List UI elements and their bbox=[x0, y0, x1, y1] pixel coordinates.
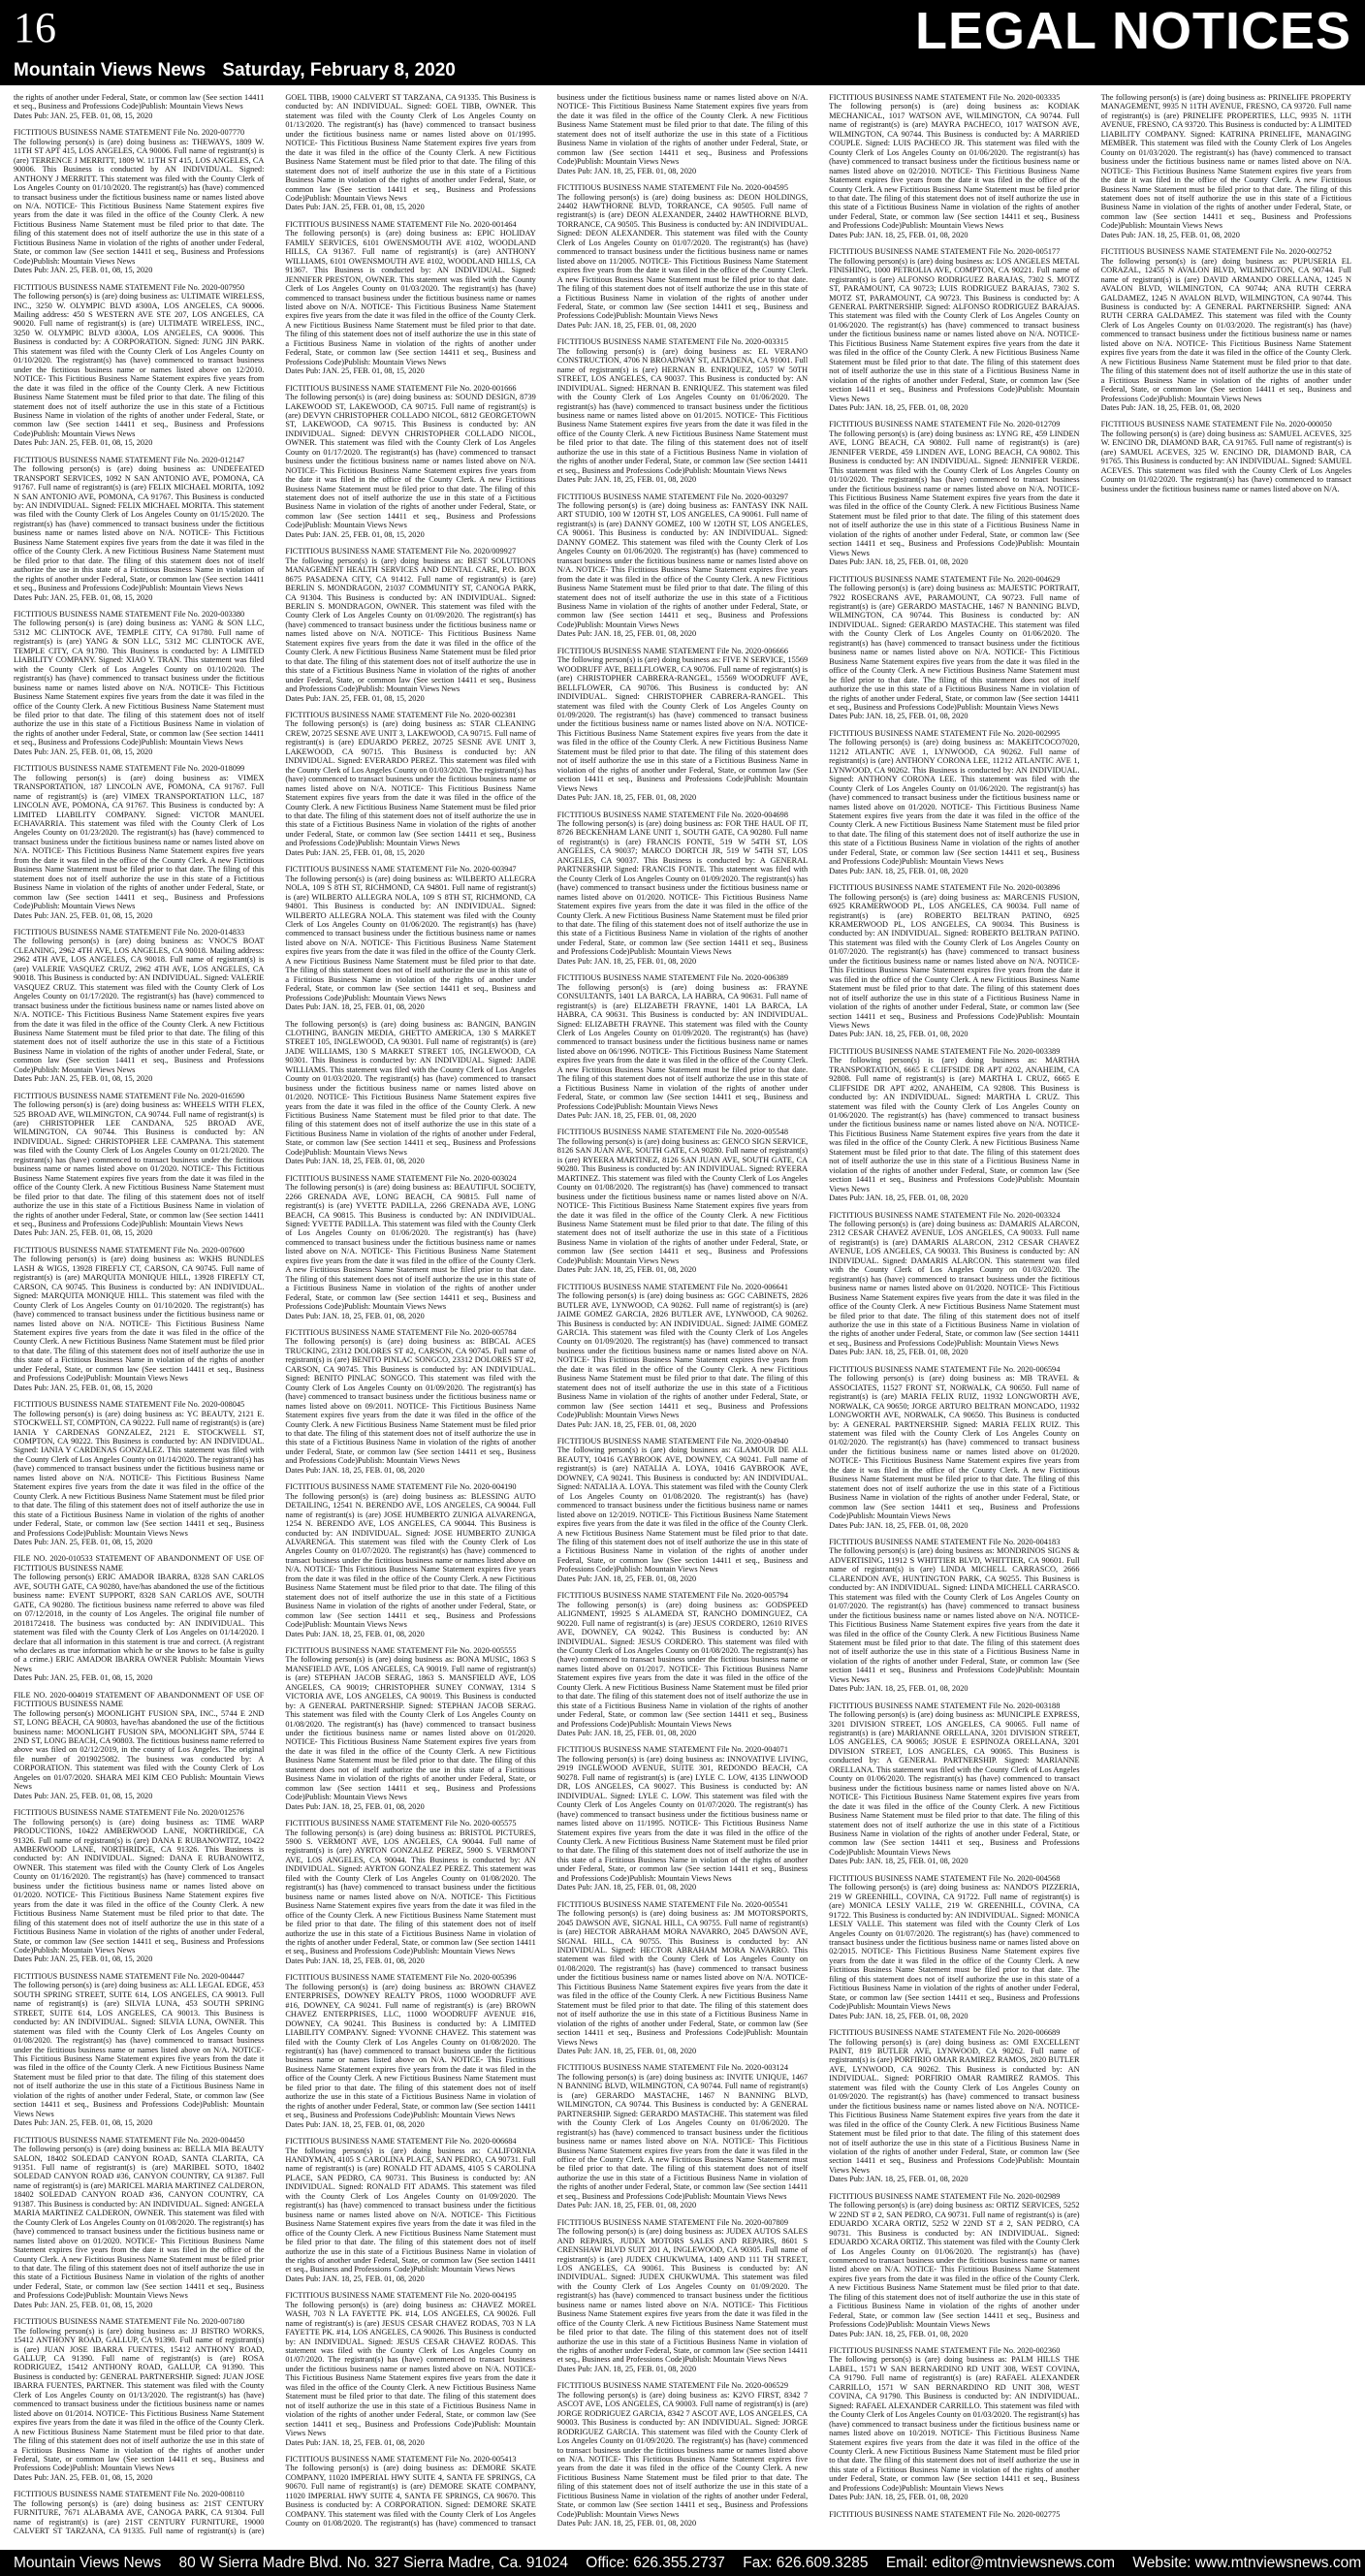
notice-publication-dates: Dates Pub: JAN. 18, 25, FEB. 01, 08, 2020 bbox=[556, 1419, 697, 1429]
notice-heading: FICTITIOUS BUSINESS NAME STATEMENT File No. 2020-003389 bbox=[829, 1046, 1061, 1056]
legal-notice bbox=[829, 1365, 1079, 1530]
notice-heading: FICTITIOUS BUSINESS NAME STATEMENT File No. 2020-002360 bbox=[829, 2346, 1061, 2356]
notice-heading: FICTITIOUS BUSINESS NAME STATEMENT File No. 2020-002989 bbox=[829, 2191, 1061, 2201]
notice-body: The following person(s) is (are) doing business as: ALL LEGAL EDGE, 453 SOUTH SPRING STREET, SUITE 614, LOS ANGELES, CA 90013. Full name of registrant(s) is (are) SILVIA LUNA, 453 SOUTH SPRING STREET, SUITE 614, LOS ANGELES, CA 90013. This Business is conducted by: AN INDIVIDUAL. Signed: SILVIA LUNA, OWNER. This statement was filed with the County Clerk of Los Angeles County on 01/08/2020. The registrant(s) has (have) commenced to transact business under the fictitious business name or names listed above on N/A. NOTICE- This Fictitious Business Name Statement expires five years from the date it was filed in the office of the County Clerk. A new Fictitious Business Name Statement must be filed prior to that date. The filing of this statement does not of itself authorize the use in this state of a Fictitious Business Name in violation of the rights of another under Federal, State, or common law (See section 14411 et seq., Business and Professions Code)Publish: Mountain Views News bbox=[14, 1981, 265, 2118]
notice-heading: FICTITIOUS BUSINESS NAME STATEMENT File No. 2020-005555 bbox=[285, 1645, 517, 1655]
notice-body: The following person(s) is (are) doing business as: KODIAK MECHANICAL, 1017 WATSON AVE, WILMINGTON, CA 90744. Full name of registrant(s) is (are) MAYRA PACHECO, 1017 WATSON AVE, WILMINGTON, CA 90744. This Business is conducted by: A MARRIED COUPLE. Signed: LUIS PACHECO JR. This statement was filed with the County Clerk of Los Angeles County on 01/06/2020. The registrant(s) has (have) commenced to transact business under the fictitious business name or names listed above on 02/2010. NOTICE- This Fictitious Business Name Statement expires five years from the date it was filed in the office of the County Clerk. A new Fictitious Business Name Statement must be filed prior to that date. The filing of this statement does not of itself authorize the use in this state of a Fictitious Business Name in violation of the rights of another under Federal, State, or common law (See section 14411 et seq., Business and Professions Code)Publish: Mountain Views News bbox=[829, 102, 1080, 231]
notice-body: The following person(s) is (are) doing business as: FIVE N SERVICE, 15569 WOODRUFF AVE, BELLFLOWER, CA 90706. Full name of registrant(s) is (are) CHRISTOPHER CABRERA-RANGEL, 15569 WOODRUFF AVE, BELLFLOWER, CA 90706. This Business is conducted by: AN INDIVIDUAL. Signed: CHRISTOPHER CABRERA-RANGEL. This statement was filed with the County Clerk of Los Angeles County on 01/09/2020. The registrant(s) has (have) commenced to transact business under the fictitious business name or names listed above on N/A. NOTICE- This Fictitious Business Name Statement expires five years from the date it was filed in the office of the County Clerk. A new Fictitious Business Name Statement must be filed prior to that date. The filing of this statement does not of itself authorize the use in this state of a Fictitious Business Name in violation of the rights of another under Federal, State, or common law (See section 14411 et seq., Business and Professions Code)Publish: Mountain Views News bbox=[556, 655, 809, 793]
notice-body: The following person(s) is (are) doing business as: JM MOTORSPORTS, 2045 DAWSON AVE, SIGNAL HILL, CA 90755. Full name of registrant(s) is (are) HECTOR ABRAHAM MORA NAVARRO, 2045 DAWSON AVE, SIGNAL HILL, CA 90755. This Business is conducted by: AN INDIVIDUAL. Signed: HECTOR ABRAHAM MORA NAVARRO. This statement was filed with the County Clerk of Los Angeles County on 01/08/2020. The registrant(s) has (have) commenced to transact business under the fictitious business name or names listed above on N/A. NOTICE- This Fictitious Business Name Statement expires five years from the date it was filed in the office of the County Clerk. A new Fictitious Business Name Statement must be filed prior to that date. The filing of this statement does not of itself authorize the use in this state of a Fictitious Business Name in violation of the rights of another under Federal, State, or common law (See section 14411 et seq., Business and Professions Code)Publish: Mountain Views News bbox=[556, 1909, 809, 2047]
notice-publication-dates: Dates Pub: JAN. 25, FEB. 01, 08, 15, 2020 bbox=[285, 529, 425, 539]
notice-heading: FICTITIOUS BUSINESS NAME STATEMENT File No. 2020-004071 bbox=[556, 1745, 788, 1755]
notice-body: The following person(s) is (are) doing business as: BELLA MIA BEAUTY SALON, 18402 SOLEDAD CANYON ROAD, SANTA CLARITA, CA 91351. Full name of registrant(s) is (are) MARIBEL SOTO, 18402 SOLEDAD CANYON ROAD #36, CANYON COUNTRY, CA 91387. Full name of registrant(s) is (are) MARICEL MARIA MARTINEZ CALDERON, 18402 SOLEDAD CANYON ROAD #36, CANYON COUNTRY, CA 91387. This Business is conducted by: AN INDIVIDUAL. Signed: ANGELA MARIA MARTINEZ CALDERON, OWNER. This statement was filed with the County Clerk of Los Angeles County on 01/08/2020. The registrant(s) has (have) commenced to transact business under the fictitious business name or names listed above on 01/2020. NOTICE- This Fictitious Business Name Statement expires five years from the date it was filed in the office of the County Clerk. A new Fictitious Business Name Statement must be filed prior to that date. The filing of this statement does not of itself authorize the use in this state of a Fictitious Business Name in violation of the rights of another under Federal, State, or common law (See section 14411 et seq., Business and Professions Code)Publish: Mountain Views News bbox=[14, 2145, 265, 2301]
notice-heading: FICTITIOUS BUSINESS NAME STATEMENT File No. 2020-012147 bbox=[14, 455, 245, 464]
notice-heading: FICTITIOUS BUSINESS NAME STATEMENT File No. 2020-007180 bbox=[14, 2317, 245, 2327]
legal-notice bbox=[285, 1646, 535, 1811]
notice-publication-dates: Dates Pub: JAN. 18, 25, FEB. 01, 08, 2020 bbox=[556, 1265, 697, 1275]
notice-publication-dates: Dates Pub: JAN. 18, 25, FEB. 01, 08, 2020 bbox=[285, 2119, 425, 2129]
notice-publication-dates: Dates Pub: JAN. 25, FEB. 01, 08, 15, 2020 bbox=[14, 438, 153, 448]
notice-publication-dates: Dates Pub: JAN. 18, 25, FEB. 01, 08, 2020 bbox=[829, 1520, 968, 1530]
legal-notice bbox=[829, 2192, 1079, 2338]
legal-notice bbox=[14, 928, 264, 1084]
notice-body: The following person(s) is (are) doing business as: MONDRINOS SIGNS & ADVERTISING, 11912 S WHITTIER BLVD, WHITTIER, CA 90601. Full name of registrant(s) is (are) LINDA MICHELL CARRASCO, 2666 CLARENDON AVE, HUNTINGTON PARK, CA 90255. This Business is conducted by: AN INDIVIDUAL. Signed: LINDA MICHELL CARRASCO. This statement was filed with the County Clerk of Los Angeles County on 01/07/2020. The registrant(s) has (have) commenced to transact business under the fictitious business name or names listed above on N/A. NOTICE- This Fictitious Business Name Statement expires five years from the date it was filed in the office of the County Clerk. A new Fictitious Business Name Statement must be filed prior to that date. The filing of this statement does not of itself authorize the use in this state of a Fictitious Business Name in violation of the rights of another under Federal, State, or common law (See section 14411 et seq., Business and Professions Code)Publish: Mountain Views News bbox=[829, 1546, 1080, 1684]
notice-heading: FICTITIOUS BUSINESS NAME STATEMENT File No. 2020-004450 bbox=[14, 2135, 245, 2145]
notice-body: The following person(s) is (are) doing business as: 21ST CENTURY FURNITURE, 7671 ALABAMA AVE, CANOGA PARK, CA 91304. Full name of registrant(s) is (are) 21ST CENTURY FURNITURE, 19000 CALVERT ST TARZANA, CA 91335. Full name of registrant(s) is (are) GOEL TIBB, 19000 CALVERT ST TARZANA, CA 91335. This Business is conducted by: AN INDIVIDUAL. Signed: GOEL TIBB, OWNER. This statement was filed with the County Clerk of Los Angeles County on 01/13/2020. The registrant(s) has (have) commenced to transact business under the fictitious business name or names listed above on 01/1995. NOTICE- This Fictitious Business Name Statement expires five years from the date it was filed in the office of the County Clerk. A new Fictitious Business Name Statement must be filed prior to that date. The filing of this statement does not of itself authorize the use in this state of a Fictitious Business Name in violation of the rights of another under Federal, State, or common law (See section 14411 et seq., Business and Professions Code)Publish: Mountain Views News bbox=[14, 93, 536, 2536]
legal-notice bbox=[557, 1900, 808, 2056]
notice-body: The following person(s) is (are) doing business as: THEWAYS, 1809 W. 11TH ST APT 415, LOS ANGELES, CA 90006. Full name of registrant(s) is (are) TERRENCE J MERRITT, 1809 W. 11TH ST 415, LOS ANGELES, CA 90006. This Business is conducted by AN INDIVIDUAL. Signed: ANTHONY J MERRITT. This statement was filed with the County Clerk of Los Angeles County on 01/10/2020. The registrant(s) has (have) commenced to transact business under the fictitious business name or names listed above on N/A. NOTICE- This Fictitious Business Name Statement expires five years from the date it was filed in the office of the County Clerk. A new Fictitious Business Name Statement must be filed prior to that date. The filing of this statement does not of itself authorize the use in this state of a Fictitious Business Name in violation of the rights of another under Federal, State, or common law (See section 14411 et seq., Business and Professions Code)Publish: Mountain Views News bbox=[14, 137, 265, 266]
notice-body: The following person(s) is (are) doing business as: YANG & SON LLC, 5312 MC CLINTOCK AVE, TEMPLE CITY, CA 91780. Full name of registrant(s) is (are) YANG & SON LLC, 5312 MC CLINTOCK AVE, TEMPLE CITY, CA 91780. This Business is conducted by: A LIMITED LIABILITY COMPANY. Signed: XIAO Y. TRAN. This statement was filed with the County Clerk of Los Angeles County on 01/10/2020. The registrant(s) has (have) commenced to transact business under the fictitious business name or names listed above on N/A. NOTICE- This Fictitious Business Name Statement expires five years from the date it was filed in the office of the County Clerk. A new Fictitious Business Name Statement must be filed prior to that date. The filing of this statement does not of itself authorize the use in this state of a Fictitious Business Name in violation of the rights of another under Federal, State, or common law (See section 14411 et seq., Business and Professions Code)Publish: Mountain Views News bbox=[14, 619, 265, 747]
notice-publication-dates: Dates Pub: JAN. 18, 25, FEB. 01, 08, 2020 bbox=[829, 1348, 968, 1357]
notice-body: The following person(s) is (are) doing business as: MUNICIPLE EXPRESS, 3201 DIVISION STREET, LOS ANGELES, CA 90065. Full name of registrant(s) is (are) MARIANNE ORELLANA, 3201 DIVISION STREET, LOS ANGELES, CA 90065; JOSUE E ESPINOZA ORELLANA, 3201 DIVISION STREET, LOS ANGELES, CA 90065. This Business is conducted by: A GENERAL PARTNERSHIP. Signed: MARIANNE ORELLANA. This statement was filed with the County Clerk of Los Angeles County on 01/06/2020. The registrant(s) has (have) commenced to transact business under the fictitious business name or names listed above on N/A. NOTICE- This Fictitious Business Name Statement expires five years from the date it was filed in the office of the County Clerk. A new Fictitious Business Name Statement must be filed prior to that date. The filing of this statement does not of itself authorize the use in this state of a Fictitious Business Name in violation of the rights of another under Federal, State, or common law (See section 14411 et seq., Business and Professions Code)Publish: Mountain Views News bbox=[829, 1710, 1080, 1857]
notice-publication-dates: Dates Pub: JAN. 25, FEB. 01, 08, 15, 2020 bbox=[14, 1537, 153, 1546]
legal-notice bbox=[285, 384, 535, 540]
legal-notice bbox=[14, 1400, 264, 1546]
notice-body: The following person(s) is (are) doing business as: BONA MUSIC, 1863 S MANSFIELD AVE, LOS ANGELES, CA 90019. Full name of registrant(s) is (are) STEPHAN JACOB SERAG, 1863 S. MANSFIELD AVE, LOS ANGELES, CA 90019; CHRISTOPHER SUNEY CONWAY, 1314 S VICTORIA AVE, LOS ANGELES, CA 90019. This Business is conducted by: A GENERAL PARTNERSHIP. Signed: STEPHAN JACOB SERAG. This statement was filed with the County Clerk of Los Angeles County on 01/08/2020. The registrant(s) has (have) commenced to transact business under the fictitious business name or names listed above on 01/2020. NOTICE- This Fictitious Business Name Statement expires five years from the date it was filed in the office of the County Clerk. A new Fictitious Business Name Statement must be filed prior to that date. The filing of this statement does not of itself authorize the use in this state of a Fictitious Business Name in violation of the rights of another under Federal, State, or common law (See section 14411 et seq., Business and Professions Code)Publish: Mountain Views News bbox=[285, 1655, 536, 1802]
notice-body: The following person(s) is (are) doing business as: SAMUEL ACEVES, 325 W. ENCINO DR, DIAMOND BAR, CA 91765. Full name of registrant(s) is (are) SAMUEL ACEVES, 325 W. ENCINO DR, DIAMOND BAR, CA 91765. This Business is conducted by: AN INDIVIDUAL. Signed: SAMUEL ACEVES. This statement was filed with the County Clerk of Los Angeles County on 01/02/2020. The registrant(s) has (have) commenced to transact business under the fictitious business name or names listed above on N/A. bbox=[1100, 429, 1351, 493]
footer-office-phone: Office: 626.355.2737 bbox=[586, 2555, 725, 2571]
notice-publication-dates: Dates Pub: JAN. 18, 25, FEB. 01, 08, 2020 bbox=[829, 1857, 968, 1866]
legal-notice bbox=[829, 1047, 1079, 1203]
notice-body: The following person(s) is (are) doing business as: CALIFORNIA HANDYMAN, 4105 S CAROLINA PLACE, SAN PEDRO, CA 90731. Full name of registrant(s) is (are) RONALD FIT ADAMS, 4105 S CAROLINA PLACE, SAN PEDRO, CA 90731. This Business is conducted by: AN INDIVIDUAL. Signed: RONALD FIT ADAMS. This statement was filed with the County Clerk of Los Angeles County on 01/09/2020. The registrant(s) has (have) commenced to transact business under the fictitious business name or names listed above on N/A. NOTICE- This Fictitious Business Name Statement expires five years from the date it was filed in the office of the County Clerk. A new Fictitious Business Name Statement must be filed prior to that date. The filing of this statement does not of itself authorize the use in this state of a Fictitious Business Name in violation of the rights of another under Federal, State, or common law (See section 14411 et seq., Business and Professions Code)Publish: Mountain Views News bbox=[285, 2146, 536, 2274]
legal-notice bbox=[557, 1745, 808, 1892]
footer-address: 80 W Sierra Madre Blvd. No. 327 Sierra Madre, Ca. 91024 bbox=[178, 2555, 568, 2571]
notice-heading: FICTITIOUS BUSINESS NAME STATEMENT File No. 2020-005784 bbox=[285, 1328, 517, 1337]
legal-notice bbox=[557, 337, 808, 484]
notice-body: The following person(s) is (are) doing business as: LYNG RE, 459 LINDEN AVE, LONG BEACH, CA 90802. Full name of registrant(s) is (are) JENNIFER VERDE, 459 LINDEN AVE, LONG BEACH, CA 90802. This Business is conducted by: AN INDIVIDUAL. Signed: JENNIFER VERDE. This statement was filed with the County Clerk of Los Angeles County on 01/10/2020. The registrant(s) has (have) commenced to transact business under the fictitious business name or names listed above on N/A. NOTICE- This Fictitious Business Name Statement expires five years from the date it was filed in the office of the County Clerk. A new Fictitious Business Name Statement must be filed prior to that date. The filing of this statement does not of itself authorize the use in this state of a Fictitious Business Name in violation of the rights of another under Federal, State, or common law (See section 14411 et seq., Business and Professions Code)Publish: Mountain Views News bbox=[829, 429, 1080, 557]
notice-heading: FICTITIOUS BUSINESS NAME STATEMENT File No. 2020-007809 bbox=[556, 2217, 788, 2227]
notice-publication-dates: Dates Pub: JAN. 25, FEB. 01, 08, 15, 2020 bbox=[14, 1074, 153, 1084]
notice-body: The following person(s) is (are) doing business as: WILBERTO ALLEGRA NOLA, 109 S 8TH ST, RICHMOND, CA 94801. Full name of registrant(s) is (are) WILBERTO ALLEGRA NOLA, 109 S 8TH ST, RICHMOND, CA 94801. This Business is conducted by: AN INDIVIDUAL. Signed: WILBERTO ALLEGRA NOLA. This statement was filed with the County Clerk of Los Angeles County on 01/06/2020. The registrant(s) has (have) commenced to transact business under the fictitious business name or names listed above on N/A. NOTICE- This Fictitious Business Name Statement expires five years from the date it was filed in the office of the County Clerk. A new Fictitious Business Name Statement must be filed prior to that date. The filing of this statement does not of itself authorize the use in this state of a Fictitious Business Name in violation of the rights of another under Federal, State, or common law (See section 14411 et seq., Business and Professions Code)Publish: Mountain Views News bbox=[285, 874, 536, 1002]
notice-body: The following person(s) is (are) doing business as: YC BEAUTY, 2121 E. STOCKWELL ST, COMPTON, CA 90222. Full name of registrant(s) is (are) IANIA Y CARDENAS GONZALEZ, 2121 E. STOCKWELL ST, COMPTON, CA 90222. This Business is conducted by: AN INDIVIDUAL. Signed: IANIA Y CARDENAS GONZALEZ. This statement was filed with the County Clerk of Los Angeles County on 01/14/2020. The registrant(s) has (have) commenced to transact business under the fictitious business name or names listed above on N/A. NOTICE- This Fictitious Business Name Statement expires five years from the date it was filed in the office of the County Clerk. A new Fictitious Business Name Statement must be filed prior to that date. The filing of this statement does not of itself authorize the use in this state of a Fictitious Business Name in violation of the rights of another under Federal, State, or common law (See section 14411 et seq., Business and Professions Code)Publish: Mountain Views News bbox=[14, 1409, 265, 1538]
notice-publication-dates: Dates Pub: JAN. 18, 25, FEB. 01, 08, 2020 bbox=[556, 320, 697, 330]
notice-publication-dates: Dates Pub: JAN. 18, 25, FEB. 01, 08, 2020 bbox=[556, 629, 697, 639]
notice-heading: FICTITIOUS BUSINESS NAME STATEMENT File No. 2020-003124 bbox=[556, 2063, 788, 2073]
notice-heading: FICTITIOUS BUSINESS NAME STATEMENT File No. 2020-005413 bbox=[285, 2455, 517, 2465]
notice-heading: FICTITIOUS BUSINESS NAME STATEMENT File No. 2020-004568 bbox=[829, 1873, 1061, 1883]
notice-publication-dates: Dates Pub: JAN. 25, FEB. 01, 08, 15, 2020 bbox=[14, 1228, 153, 1238]
notice-heading: FICTITIOUS BUSINESS NAME STATEMENT File No. 2020-004940 bbox=[556, 1436, 788, 1446]
notice-heading: FICTITIOUS BUSINESS NAME STATEMENT File No. 2020-003188 bbox=[829, 1701, 1061, 1710]
notice-publication-dates: Dates Pub: JAN. 18, 25, FEB. 01, 08, 2020 bbox=[829, 1030, 968, 1039]
legal-notice bbox=[557, 2063, 808, 2210]
notice-publication-dates: Dates Pub: JAN. 18, 25, FEB. 01, 08, 2020 bbox=[556, 2201, 697, 2210]
notice-heading: FICTITIOUS BUSINESS NAME STATEMENT File No. 2020-005575 bbox=[285, 1819, 517, 1829]
notice-heading: FICTITIOUS BUSINESS NAME STATEMENT File No. 2020-005541 bbox=[556, 1899, 788, 1909]
legal-notice bbox=[557, 1283, 808, 1429]
notice-body: The following person(s) is (are) doing business as: BROWN CHAVEZ ENTERPRISES, DOWNEY REALTY PROS, 11000 WOODRUFF AVE #16, DOWNEY, CA 90241. Full name of registrant(s) is (are) BROWN CHAVEZ ENTERPRISES, LLC, 11000 WOODRUFF AVENUE #16, DOWNEY, CA 90241. This Business is conducted by: A LIMITED LIABILITY COMPANY. Signed: YVONNE CHAVEZ. This statement was filed with the County Clerk of Los Angeles County on 01/08/2020. The registrant(s) has (have) commenced to transact business under the fictitious business name or names listed above on N/A. NOTICE- This Fictitious Business Name Statement expires five years from the date it was filed in the office of the County Clerk. A new Fictitious Business Name Statement must be filed prior to that date. The filing of this statement does not of itself authorize the use in this state of a Fictitious Business Name in violation of the rights of another under Federal, State, or common law (See section 14411 et seq., Business and Professions Code)Publish: Mountain Views News bbox=[285, 1982, 536, 2120]
legal-notice bbox=[829, 1874, 1079, 2020]
notice-publication-dates: Dates Pub: JAN. 18, 25, FEB. 01, 08, 2020 bbox=[556, 2519, 697, 2528]
legal-notice bbox=[829, 1701, 1079, 1866]
legal-notice bbox=[285, 220, 535, 376]
notice-heading: FICTITIOUS BUSINESS NAME STATEMENT File No. 2020-014833 bbox=[14, 927, 245, 937]
legal-notices-columns bbox=[14, 93, 1351, 2536]
legal-notice bbox=[14, 456, 264, 602]
notice-body: The following person(s) is (are) doing business as: K2VO FIRST, 8342 7 ASCOT AVE, LOS ANGELES, CA 90003. Full name of registrant(s) is (are) JORGE RODRIGUEZ GARCIA, 8342 7 ASCOT AVE, LOS ANGELES, CA 90003. This Business is conducted by: AN INDIVIDUAL. Signed: JORGE RODRIGUEZ GARCIA. This statement was filed with the County Clerk of Los Angeles County on 01/09/2020. The registrant(s) has (have) commenced to transact business under the fictitious business name or names listed above on N/A. NOTICE- This Fictitious Business Name Statement expires five years from the date it was filed in the office of the County Clerk. A new Fictitious Business Name Statement must be filed prior to that date. The filing of this statement does not of itself authorize the use in this state of a Fictitious Business Name in violation of the rights of another under Federal, State, or common law (See section 14411 et seq., Business and Professions Code)Publish: Mountain Views News bbox=[556, 2390, 809, 2519]
notice-body: The following person(s) is (are) doing business as: STAR CLEANING CREW, 20725 SESNE AVE UNIT 3, LAKEWOOD, CA 90715. Full name of registrant(s) is (are) EDUARDO PEREZ, 20725 SESNE AVE UNIT 3, LAKEWOOD, CA 90715. This Business is conducted by: AN INDIVIDUAL. Signed: EVERARDO PEREZ. This statement was filed with the County Clerk of Los Angeles County on 01/03/2020. The registrant(s) has (have) commenced to transact business under the fictitious business name or names listed above on N/A. NOTICE- This Fictitious Business Name Statement expires five years from the date it was filed in the office of the County Clerk. A new Fictitious Business Name Statement must be filed prior to that date. The filing of this statement does not of itself authorize the use in this state of a Fictitious Business Name in violation of the rights of another under Federal, State, or common law (See section 14411 et seq., Business and Professions Code)Publish: Mountain Views News bbox=[285, 719, 536, 848]
notice-body: The following person(s) is (are) doing business as: MARCENIS FUSION, 6925 KRAMERWOOD PL, LOS ANGELES, CA 90034. Full name of registrant(s) is (are) ROBERTO BELTRAN PATINO, 6925 KRAMERWOOD PL, LOS ANGELES, CA 90034. This Business is conducted by: AN INDIVIDUAL. Signed: ROBERTO BELTRAN PATINO. This statement was filed with the County Clerk of Los Angeles County on 01/07/2020. The registrant(s) has (have) commenced to transact business under the fictitious business name or names listed above on N/A. NOTICE- This Fictitious Business Name Statement expires five years from the date it was filed in the office of the County Clerk. A new Fictitious Business Name Statement must be filed prior to that date. The filing of this statement does not of itself authorize the use in this state of a Fictitious Business Name in violation of the rights of another under Federal, State, or common law (See section 14411 et seq., Business and Professions Code)Publish: Mountain Views News bbox=[829, 892, 1080, 1030]
legal-notice bbox=[829, 575, 1079, 721]
notice-publication-dates: Dates Pub: JAN. 18, 25, FEB. 01, 08, 2020 bbox=[285, 2437, 425, 2447]
notice-publication-dates: Dates Pub: JAN. 18, 25, FEB. 01, 08, 2020 bbox=[829, 2011, 968, 2020]
notice-body: The following person(s) is (are) doing business as: TIME WARP PRODUCTIONS, 10422 AMBERWOOD LANE, NORTHRIDGE, CA 91326. Full name of registrant(s) is (are) DANA E RUBANOWITZ, 10422 AMBERWOOD LANE, NORTHRIDGE, CA 91326. This Business is conducted by: AN INDIVIDUAL. Signed: DANA E RUBANOWITZ, OWNER. This statement was filed with the County Clerk of Los Angeles County on 01/16/2020. The registrant(s) has (have) commenced to transact business under the fictitious business name or names listed above on 01/2020. NOTICE- This Fictitious Business Name Statement expires five years from the date it was filed in the office of the County Clerk. A new Fictitious Business Name Statement must be filed prior to that date. The filing of this statement does not of itself authorize the use in this state of a Fictitious Business Name in violation of the rights of another under Federal, State, or common law (See section 14411 et seq., Business and Professions Code)Publish: Mountain Views News bbox=[14, 1817, 265, 1955]
legal-notice bbox=[829, 2028, 1079, 2184]
legal-notice bbox=[14, 128, 264, 274]
notice-heading: FICTITIOUS BUSINESS NAME STATEMENT File No. 2020-004447 bbox=[14, 1971, 245, 1981]
notice-publication-dates: Dates Pub: JAN. 25, FEB. 01, 08, 15, 2020 bbox=[14, 747, 153, 756]
notice-publication-dates: Dates Pub: JAN. 18, 25, FEB. 01, 08, 2020 bbox=[829, 1684, 968, 1694]
notice-publication-dates: Dates Pub: JAN. 25, FEB. 01, 08, 15, 2020 bbox=[14, 1955, 153, 1964]
notice-publication-dates: Dates Pub: JAN. 25, FEB. 01, 08, 15, 2020 bbox=[285, 693, 425, 703]
legal-notice bbox=[285, 1973, 535, 2129]
notice-heading: FICTITIOUS BUSINESS NAME STATEMENT File No. 2020-003896 bbox=[829, 883, 1061, 893]
notice-heading: FICTITIOUS BUSINESS NAME STATEMENT File No. 2020-008045 bbox=[14, 1400, 245, 1410]
legal-notice bbox=[285, 547, 535, 703]
notice-body: The following person(s) is (are) doing business as: ULTIMATE WIRELESS, INC., 3250 W. OLYMPIC BLVD #300A, LOS ANGELES, CA 90006. Mailing address: 450 S WESTERN AVE STE 207, LOS ANGELES, CA 90020. Full name of registrant(s) is (are) ULTIMATE WIRELESS, INC., 3250 W. OLYMPIC BLVD #300A, LOS ANGELES, CA 90006. This Business is conducted by: A CORPORATION. Signed: JUNG JIN PARK. This statement was filed with the County Clerk of Los Angeles County on 01/10/2020. The registrant(s) has (have) commenced to transact business under the fictitious business name or names listed above on 12/2010. NOTICE- This Fictitious Business Name Statement expires five years from the date it was filed in the office of the County Clerk. A new Fictitious Business Name Statement must be filed prior to that date. The filing of this statement does not of itself authorize the use in this state of a Fictitious Business Name in violation of the rights of another under Federal, State, or common law (See section 14411 et seq., Business and Professions Code)Publish: Mountain Views News bbox=[14, 292, 265, 438]
legal-notice bbox=[285, 1819, 535, 1965]
notice-publication-dates: Dates Pub: JAN. 18, 25, FEB. 01, 08, 2020 bbox=[285, 1311, 425, 1320]
notice-body: The following person(s) is (are) doing business as: JUDEX AUTOS SALES AND REPAIRS, JUDEX MOTORS SALES AND REPAIRS, 8601 S CRENSHAW BLVD SUIT 201 A, INGLEWOOD, CA 90305. Full name of registrant(s) is (are) JUDEX CHUKWUMA, 1409 AND 111 TH STREET, LOS ANGELES, CA 90061. This Business is conducted by: AN INDIVIDUAL. Signed: JUDEX CHUKWUMA. This statement was filed with the County Clerk of Los Angeles County on 01/09/2020. The registrant(s) has (have) commenced to transact business under the fictitious business name or names listed above on N/A. NOTICE- This Fictitious Business Name Statement expires five years from the date it was filed in the office of the County Clerk. A new Fictitious Business Name Statement must be filed prior to that date. The filing of this statement does not of itself authorize the use in this state of a Fictitious Business Name in violation of the rights of another under Federal, State, or common law (See section 14411 et seq., Business and Professions Code)Publish: Mountain Views News bbox=[556, 2227, 809, 2365]
section-title: LEGAL NOTICES bbox=[914, 2, 1351, 60]
notice-publication-dates: Dates Pub: JAN. 25, FEB. 01, 08, 15, 2020 bbox=[14, 592, 153, 602]
notice-publication-dates: Dates Pub: JAN. 25, FEB. 01, 08, 15, 2020 bbox=[14, 2300, 153, 2309]
legal-notice bbox=[557, 2381, 808, 2528]
notice-publication-dates: Dates Pub: JAN. 25, FEB. 01, 08, 15, 2020 bbox=[285, 847, 425, 857]
legal-notice bbox=[829, 729, 1079, 875]
notice-heading: FICTITIOUS BUSINESS NAME STATEMENT File No. 2020-006666 bbox=[556, 646, 788, 655]
notice-heading: FICTITIOUS BUSINESS NAME STATEMENT File No. 2020-004190 bbox=[285, 1482, 517, 1492]
page-header bbox=[0, 0, 1365, 85]
notice-heading: FICTITIOUS BUSINESS NAME STATEMENT File No. 2020-002775 bbox=[829, 2509, 1061, 2519]
notice-body: The following person(s) MOONLIGHT FUSION SPA, INC., 5744 E 2ND ST, LONG BEACH, CA 90803, have/has abandoned the use of the fictitious business name: MOONLIGHT FUSION SPA, MOONLIGHT SPA, 5744 E 2ND ST, LONG BEACH, CA 90803. The fictitious business name referred to above was filed on 02/12/2019, in the county of Los Angeles. The original file number of 2019025082. The business was conducted by: A CORPORATION. This statement was filed with the County Clerk of Los Angeles on 01/07/2020. SHARA MEI KIM CEO Publish: Mountain Views News bbox=[14, 1708, 265, 1792]
notice-body: The following person(s) is (are) doing business as: FANTASY INK NAIL ART STUDIO, 100 W 120TH ST, LOS ANGELES, CA 90061. Full name of registrant(s) is (are) DANNY GOMEZ, 100 W 120TH ST, LOS ANGELES, CA 90061. This Business is conducted by: AN INDIVIDUAL. Signed: DANNY GOMEZ. This statement was filed with the County Clerk of Los Angeles County on 01/06/2020. The registrant(s) has (have) commenced to transact business under the fictitious business name or names listed above on N/A. NOTICE- This Fictitious Business Name Statement expires five years from the date it was filed in the office of the County Clerk. A new Fictitious Business Name Statement must be filed prior to that date. The filing of this statement does not of itself authorize the use in this state of a Fictitious Business Name in violation of the rights of another under Federal, State, or common law (See section 14411 et seq., Business and Professions Code)Publish: Mountain Views News bbox=[556, 501, 809, 629]
notice-heading: FICTITIOUS BUSINESS NAME STATEMENT File No. 2020-005548 bbox=[556, 1128, 788, 1137]
notice-heading: FICTITIOUS BUSINESS NAME STATEMENT File No. 2020/012576 bbox=[14, 1808, 244, 1818]
legal-notice bbox=[557, 183, 808, 330]
legal-notice bbox=[557, 2218, 808, 2374]
legal-notice bbox=[14, 764, 264, 920]
notice-heading: FICTITIOUS BUSINESS NAME STATEMENT File No. 2020-006641 bbox=[556, 1282, 788, 1291]
notice-body: The following person(s) is (are) doing business as: GGC CABINETS, 2826 BUTLER AVE, LYNWOOD, CA 90262. Full name of registrant(s) is (are) JAIME GOMEZ GARCIA, 2826 BUTLER AVE, LYNWOOD, CA 90262. This Business is conducted by: AN INDIVIDUAL. Signed: JAIME GOMEZ GARCIA. This statement was filed with the County Clerk of Los Angeles County on 01/09/2020. The registrant(s) has (have) commenced to transact business under the fictitious business name or names listed above on N/A. NOTICE- This Fictitious Business Name Statement expires five years from the date it was filed in the office of the County Clerk. A new Fictitious Business Name Statement must be filed prior to that date. The filing of this statement does not of itself authorize the use in this state of a Fictitious Business Name in violation of the rights of another under Federal, State, or common law (See section 14411 et seq., Business and Professions Code)Publish: Mountain Views News bbox=[556, 1291, 809, 1420]
notice-publication-dates: Dates Pub: JAN. 25, FEB. 01, 08, 15, 2020 bbox=[14, 2118, 153, 2128]
notice-body: The following person(s) is (are) doing business as: EL VERANO CONSTRUCTION, 4706 N BROADWAY ST, ALTADENA, CA 91001. Full name of registrant(s) is (are) HERNAN B. ENRIQUEZ, 1057 W 50TH STREET, LOS ANGELES, CA 90037. This Business is conducted by: AN INDIVIDUAL. Signed: HERNAN B. ENRIQUEZ. This statement was filed with the County Clerk of Los Angeles County on 01/06/2020. The registrant(s) has (have) commenced to transact business under the fictitious business name or names listed above on 01/2015. NOTICE- This Fictitious Business Name Statement expires five years from the date it was filed in the office of the County Clerk. A new Fictitious Business Name Statement must be filed prior to that date. The filing of this statement does not of itself authorize the use in this state of a Fictitious Business Name in violation of the rights of another under Federal, State, or common law (See section 14411 et seq., Business and Professions Code)Publish: Mountain Views News bbox=[556, 346, 809, 475]
notice-publication-dates: Dates Pub: JAN. 18, 25, FEB. 01, 08, 2020 bbox=[556, 2364, 697, 2373]
notice-publication-dates: Dates Pub: JAN. 18, 25, FEB. 01, 08, 2020 bbox=[285, 1002, 425, 1012]
notice-heading: FICTITIOUS BUSINESS NAME STATEMENT File No. 2020-012709 bbox=[829, 420, 1061, 429]
notice-publication-dates: Dates Pub: JAN. 18, 25, FEB. 01, 08, 2020 bbox=[829, 712, 968, 721]
footer-fax: Fax: 626.609.3285 bbox=[743, 2555, 869, 2571]
notice-body: the rights of another under Federal, State, or common law (See section 14411 et seq., Business and Professions Code)Publish: Mountain Views News bbox=[14, 93, 265, 111]
notice-body: The following person(s) is (are) doing business as: INVITE UNIQUE, 1467 N BANNING BLVD, WILMINGTON, CA 90744. Full name of registrant(s) is (are) GERARDO MASTACHE, 1467 N BANNING BLVD, WILMINGTON, CA 90744. This Business is conducted by: A GENERAL PARTNERSHIP. Signed: GERARDO MASTACHE. This statement was filed with the County Clerk of Los Angeles County on 01/06/2020. The registrant(s) has (have) commenced to transact business under the fictitious business name or names listed above on N/A. NOTICE- This Fictitious Business Name Statement expires five years from the date it was filed in the office of the County Clerk. A new Fictitious Business Name Statement must be filed prior to that date. The filing of this statement does not of itself authorize the use in this state of a Fictitious Business Name in violation of the rights of another under Federal, State, or common law (See section 14411 et seq., Business and Professions Code)Publish: Mountain Views News bbox=[556, 2072, 809, 2201]
notice-heading: FICTITIOUS BUSINESS NAME STATEMENT File No. 2020-006529 bbox=[556, 2381, 788, 2391]
notice-body: The following person(s) is (are) doing business as: BEST SOLUTIONS MANAGEMENT HEALTH SERVICES AND DENTAL CARE, P.O. BOX 8675 PASADENA CITY, CA 91412. Full name of registrant(s) is (are) BERLIN S. MONDRAGON, 21037 COMMUNITY ST, CANOGA PARK, CA 91304. This Business is conducted by: AN INDIVIDUAL. Signed: BERLIN S. MONDRAGON, OWNER. This statement was filed with the County Clerk of Los Angeles County on 01/09/2020. The registrant(s) has (have) commenced to transact business under the fictitious business name or names listed above on N/A. NOTICE- This Fictitious Business Name Statement expires five years from the date it was filed in the office of the County Clerk. A new Fictitious Business Name Statement must be filed prior to that date. The filing of this statement does not of itself authorize the use in this state of a Fictitious Business Name in violation of the rights of another under Federal, State, or common law (See section 14411 et seq., Business and Professions Code)Publish: Mountain Views News bbox=[285, 556, 536, 694]
notice-heading: FICTITIOUS BUSINESS NAME STATEMENT File No. 2020-018099 bbox=[14, 764, 245, 774]
notice-heading: FILE NO. 2020-004019 STATEMENT OF ABANDONMENT OF USE OF FICTITIOUS BUSINESS NAME bbox=[14, 1690, 265, 1709]
legal-notice bbox=[557, 647, 808, 803]
legal-notice bbox=[14, 1972, 264, 2128]
masthead bbox=[14, 60, 456, 81]
legal-notice bbox=[14, 1092, 264, 1238]
legal-notice bbox=[557, 1437, 808, 1583]
notice-heading: FICTITIOUS BUSINESS NAME STATEMENT File No. 2020-006684 bbox=[285, 2137, 517, 2147]
notice-heading: FICTITIOUS BUSINESS NAME STATEMENT File No. 2020-004195 bbox=[285, 2291, 517, 2301]
notice-heading: FICTITIOUS BUSINESS NAME STATEMENT File No. 2020-005794 bbox=[556, 1591, 788, 1601]
notice-publication-dates: Dates Pub: JAN. 18, 25, FEB. 01, 08, 2020 bbox=[829, 2493, 968, 2502]
notice-heading: FICTITIOUS BUSINESS NAME STATEMENT File No. 2020-001666 bbox=[285, 383, 517, 393]
notice-publication-dates: Dates Pub: JAN. 25, FEB. 01, 08, 15, 2020 bbox=[14, 910, 153, 920]
notice-body: The following person(s) is (are) doing business as: MAJESTIC PORTRAIT, 7922 ROSECRANS AVE, PARAMOUNT, CA 90723. Full name of registrant(s) is (are) GERARDO MASTACHE, 1467 N BANNING BLVD, WILMINGTON, CA 90744. This Business is conducted by: AN INDIVIDUAL. Signed: GERARDO MASTACHE. This statement was filed with the County Clerk of Los Angeles County on 01/06/2020. The registrant(s) has (have) commenced to transact business under the fictitious business name or names listed above on N/A. NOTICE- This Fictitious Business Name Statement expires five years from the date it was filed in the office of the County Clerk. A new Fictitious Business Name Statement must be filed prior to that date. The filing of this statement does not of itself authorize the use in this state of a Fictitious Business Name in violation of the rights of another under Federal, State, or common law (See section 14411 et seq., Business and Professions Code)Publish: Mountain Views News bbox=[829, 584, 1080, 712]
notice-heading: FICTITIOUS BUSINESS NAME STATEMENT File No. 2020-007770 bbox=[14, 128, 245, 138]
notice-body: The following person(s) is (are) doing business as: INNOVATIVE LIVING, 2919 INGLEWOOD AVENUE, SUITE 301, REDONDO BEACH, CA 90278. Full name of registrant(s) is (are) LYLE C. LOW, 4135 LINWOOD DR, LOS ANGELES, CA 90027. This Business is conducted by: AN INDIVIDUAL. Signed: LYLE C. LOW. This statement was filed with the County Clerk of Los Angeles County on 01/07/2020. The registrant(s) has (have) commenced to transact business under the fictitious business name or names listed above on 11/1995. NOTICE- This Fictitious Business Name Statement expires five years from the date it was filed in the office of the County Clerk. A new Fictitious Business Name Statement must be filed prior to that date. The filing of this statement does not of itself authorize the use in this state of a Fictitious Business Name in violation of the rights of another under Federal, State, or common law (See section 14411 et seq., Business and Professions Code)Publish: Mountain Views News bbox=[556, 1754, 809, 1883]
legal-notice bbox=[14, 2317, 264, 2482]
notice-body: The following person(s) is (are) doing business as: CHAVEZ MOREL WASH, 703 N LA FAYETTE PK. #14, LOS ANGELES, CA 90026. Full name of registrant(s) is (are) JESUS CESAR CHAVEZ RODAS, 703 N LA FAYETTE PK. #14, LOS ANGELES, CA 90026. This Business is conducted by: AN INDIVIDUAL. Signed: JESUS CESAR CHAVEZ RODAS. This statement was filed with the County Clerk of Los Angeles County on 01/07/2020. The registrant(s) has (have) commenced to transact business under the fictitious business name or names listed above on N/A. NOTICE- This Fictitious Business Name Statement expires five years from the date it was filed in the office of the County Clerk. A new Fictitious Business Name Statement must be filed prior to that date. The filing of this statement does not of itself authorize the use in this state of a Fictitious Business Name in violation of the rights of another under Federal, State, or common law (See section 14411 et seq., Business and Professions Code)Publish: Mountain Views News bbox=[285, 2300, 536, 2438]
notice-body: The following person(s) is (are) doing business as: WHEELS WITH FLEX, 525 BROAD AVE, WILMINGTON, CA 90744. Full name of registrant(s) is (are) CHRISTOPHER LEE CANDANA, 525 BROAD AVE, WILMINGTON, CA 90744. This Business is conducted by: AN INDIVIDUAL. Signed: CHRISTOPHER LEE CAMPANA. This statement was filed with the County Clerk of Los Angeles County on 01/21/2020. The registrant(s) has (have) commenced to transact business under the fictitious business name or names listed above on 01/2020. NOTICE- This Fictitious Business Name Statement expires five years from the date it was filed in the office of the County Clerk. A new Fictitious Business Name Statement must be filed prior to that date. The filing of this statement does not of itself authorize the use in this state of a Fictitious Business Name in violation of the rights of another under Federal, State, or common law (See section 14411 et seq., Business and Professions Code)Publish: Mountain Views News bbox=[14, 1100, 265, 1229]
notice-body: The following person(s) is (are) doing business as: GODSPEED ALIGNMENT, 19925 S ALAMEDA ST, RANCHO DOMINGUEZ, CA 90220. Full name of registrant(s) is (are) JESUS CORDERO, 12610 RIVES AVE, DOWNEY, CA 90242. This Business is conducted by: AN INDIVIDUAL. Signed: JESUS CORDERO. This statement was filed with the County Clerk of Los Angeles County on 01/08/2020. The registrant(s) has (have) commenced to transact business under the fictitious business name or names listed above on 01/2017. NOTICE- This Fictitious Business Name Statement expires five years from the date it was filed in the office of the County Clerk. A new Fictitious Business Name Statement must be filed prior to that date. The filing of this statement does not of itself authorize the use in this state of a Fictitious Business Name in violation of the rights of another under Federal, State, or common law (See section 14411 et seq., Business and Professions Code)Publish: Mountain Views News bbox=[556, 1600, 809, 1729]
legal-notice bbox=[285, 2137, 535, 2283]
notice-publication-dates: Dates Pub: JAN. 18, 25, FEB. 01, 08, 2020 bbox=[285, 1629, 425, 1638]
notice-publication-dates: Dates Pub: JAN. 25, FEB. 01, 08, 15, 2020 bbox=[14, 1673, 153, 1683]
notice-body: The following person(s) is (are) doing business as: BLESSING AUTO DETAILING, 12541 N. BERENDO AVE, LOS ANGELES, CA 90044. Full name of registrant(s) is (are) JOSE HUMBERTO ZUNIGA ALVARENGA, 1254 N. BERENDO AVE, LOS ANGELES, CA 90044. This Business is conducted by: AN INDIVIDUAL. Signed: JOSE HUMBERTO ZUNIGA ALVARENGA. This statement was filed with the County Clerk of Los Angeles County on 01/07/2020. The registrant(s) has (have) commenced to transact business under the fictitious business name or names listed above on N/A. NOTICE- This Fictitious Business Name Statement expires five years from the date it was filed in the office of the County Clerk. A new Fictitious Business Name Statement must be filed prior to that date. The filing of this statement does not of itself authorize the use in this state of a Fictitious Business Name in violation of the rights of another under Federal, State, or common law (See section 14411 et seq., Business and Professions Code)Publish: Mountain Views News bbox=[285, 1491, 536, 1630]
notice-publication-dates: Dates Pub: JAN. 18, 25, FEB. 01, 08, 2020 bbox=[829, 2329, 968, 2338]
notice-publication-dates: Dates Pub: JAN. 18, 25, FEB. 01, 08, 2020 bbox=[829, 866, 968, 875]
notice-body: The following person(s) is (are) doing business as: VIMEX TRANSPORTATION, 187 LINCOLN AVE, POMONA, CA 91767. Full name of registrant(s) is (are) VIMEX TRANSPORTATION LLC, 187 LINCOLN AVE, POMONA, CA 91767. This Business is conducted by: A LIMITED LIABILITY COMPANY. Signed: VICTOR MANUEL ECHAVARRIA. This statement was filed with the County Clerk of Los Angeles County on 01/23/2020. The registrant(s) has (have) commenced to transact business under the fictitious business name or names listed above on N/A. NOTICE- This Fictitious Business Name Statement expires five years from the date it was filed in the office of the County Clerk. A new Fictitious Business Name Statement must be filed prior to that date. The filing of this statement does not of itself authorize the use in this state of a Fictitious Business Name in violation of the rights of another under Federal, State, or common law (See section 14411 et seq., Business and Professions Code)Publish: Mountain Views News bbox=[14, 773, 265, 911]
legal-notice bbox=[285, 1482, 535, 1638]
notice-heading: FICTITIOUS BUSINESS NAME STATEMENT File No. 2020/009927 bbox=[285, 547, 517, 557]
notice-heading: FICTITIOUS BUSINESS NAME STATEMENT File No. 2020-007950 bbox=[14, 282, 245, 292]
notice-body: The following person(s) is (are) doing business as: DEON HOLDINGS, 24402 HAWTHORNE BLVD, TORRANCE, CA 90505. Full name of registrant(s) is (are) DEON ALEXANDER, 24402 HAWTHORNE BLVD, TORRANCE, CA 90505. This Business is conducted by: AN INDIVIDUAL. Signed: DEON ALEXANDER. This statement was filed with the County Clerk of Los Angeles County on 01/07/2020. The registrant(s) has (have) commenced to transact business under the fictitious business name or names listed above on 11/2005. NOTICE- This Fictitious Business Name Statement expires five years from the date it was filed in the office of the County Clerk. A new Fictitious Business Name Statement must be filed prior to that date. The filing of this statement does not of itself authorize the use in this state of a Fictitious Business Name in violation of the rights of another under Federal, State, or common law (See section 14411 et seq., Business and Professions Code)Publish: Mountain Views News bbox=[556, 192, 809, 321]
footer-email: Email: editor@mtnviewsnews.com bbox=[885, 2555, 1116, 2571]
legal-notice bbox=[14, 283, 264, 448]
notice-heading: FICTITIOUS BUSINESS NAME STATEMENT File No. 2020-002752 bbox=[1100, 247, 1332, 257]
notice-body: The following person(s) is (are) doing business as: VNOC'S BOAT CLEANING, 2962 4TH AVE, LOS ANGELES, CA 90018. Mailing address: 2962 4TH AVE, LOS ANGELES, CA 90018. Full name of registrant(s) is (are) VALERIE VASQUEZ CRUZ, 2962 4TH AVE, LOS ANGELES, CA 90018. This Business is conducted by: AN INDIVIDUAL. Signed: VALERIE VASQUEZ CRUZ. This statement was filed with the County Clerk of Los Angeles County on 01/17/2020. The registrant(s) has (have) commenced to transact business under the fictitious business name or names listed above on N/A. NOTICE- This Fictitious Business Name Statement expires five years from the date it was filed in the office of the County Clerk. A new Fictitious Business Name Statement must be filed prior to that date. The filing of this statement does not of itself authorize the use in this state of a Fictitious Business Name in violation of the rights of another under Federal, State, or common law (See section 14411 et seq., Business and Professions Code)Publish: Mountain Views News bbox=[14, 937, 265, 1074]
notice-body: The following person(s) is (are) doing business as: FRAYNE CONSULTANTS, 1401 LA BARCA, LA HABRA, CA 90631. Full name of registrant(s) is (are) ELIZABETH FRAYNE, 1401 LA BARCA, LA HABRA, CA 90631. This Business is conducted by: AN INDIVIDUAL. Signed: ELIZABETH FRAYNE. This statement was filed with the County Clerk of Los Angeles County on 01/09/2020. The registrant(s) has (have) commenced to transact business under the fictitious business name or names listed above on 06/1996. NOTICE- This Fictitious Business Name Statement expires five years from the date it was filed in the office of the County Clerk. A new Fictitious Business Name Statement must be filed prior to that date. The filing of this statement does not of itself authorize the use in this state of a Fictitious Business Name in violation of the rights of another under Federal, State, or common law (See section 14411 et seq., Business and Professions Code)Publish: Mountain Views News bbox=[556, 982, 809, 1111]
legal-notice bbox=[285, 1174, 535, 1320]
notice-publication-dates: Dates Pub: JAN. 25, FEB. 01, 08, 15, 2020 bbox=[285, 366, 425, 376]
notice-publication-dates: Dates Pub: JAN. 25, FEB. 01, 08, 15, 2020 bbox=[14, 1791, 153, 1800]
notice-body: The following person(s) is (are) doing business as: UNDEFEATED TRANSPORT SERVICES, 1092 N SAN ANTONIO AVE, POMONA, CA 91767. Full name of registrant(s) is (are) FELIX MICHAEL MORITA, 1092 N SAN ANTONIO AVE, POMONA, CA 91767. This Business is conducted by: AN INDIVIDUAL. Signed: FELIX MICHAEL MORITA. This statement was filed with the County Clerk of Los Angeles County on 01/15/2020. The registrant(s) has (have) commenced to transact business under the fictitious business name or names listed above on N/A. NOTICE- This Fictitious Business Name Statement expires five years from the date it was filed in the office of the County Clerk. A new Fictitious Business Name Statement must be filed prior to that date. The filing of this statement does not of itself authorize the use in this state of a Fictitious Business Name in violation of the rights of another under Federal, State, or common law (See section 14411 et seq., Business and Professions Code)Publish: Mountain Views News bbox=[14, 464, 265, 593]
notice-heading: FICTITIOUS BUSINESS NAME STATEMENT File No. 2020-005396 bbox=[285, 1973, 517, 1983]
notice-body: The following person(s) is (are) doing business as: EPIC HOLIDAY FAMILY SERVICES, 6101 OWENSMOUTH AVE #102, WOODLAND HILLS, CA 91367. Full name of registrant(s) is (are) ANTHONY WILLIAMS, 6101 OWENSMOUTH AVE #102, WOODLAND HILLS, CA 91367. This Business is conducted by: AN INDIVIDUAL. Signed: JENNIFER PRESTON, OWNER. This statement was filed with the County Clerk of Los Angeles County on 01/03/2020. The registrant(s) has (have) commenced to transact business under the fictitious business name or names listed above on N/A. NOTICE- This Fictitious Business Name Statement expires five years from the date it was filed in the office of the County Clerk. A new Fictitious Business Name Statement must be filed prior to that date. The filing of this statement does not of itself authorize the use in this state of a Fictitious Business Name in violation of the rights of another under Federal, State, or common law (See section 14411 et seq., Business and Professions Code)Publish: Mountain Views News bbox=[285, 229, 536, 366]
notice-publication-dates: Dates Pub: JAN. 18, 25, FEB. 01, 08, 2020 bbox=[829, 2175, 968, 2184]
legal-notice bbox=[829, 420, 1079, 566]
notice-publication-dates: Dates Pub: JAN. 18, 25, FEB. 01, 08, 2020 bbox=[829, 1193, 968, 1203]
notice-body: The following person(s) is (are) doing business as: BEAUTIFUL SOCIETY, 2266 GRENADA AVE, LONG BEACH, CA 90815. Full name of registrant(s) is (are) YVETTE PADILLA, 2266 GRENADA AVE, LONG BEACH, CA 90815. This Business is conducted by: AN INDIVIDUAL. Signed: YVETTE PADILLA. This statement was filed with the County Clerk of Los Angeles County on 01/06/2020. The registrant(s) has (have) commenced to transact business under the fictitious business name or names listed above on N/A. NOTICE- This Fictitious Business Name Statement expires five years from the date it was filed in the office of the County Clerk. A new Fictitious Business Name Statement must be filed prior to that date. The filing of this statement does not of itself authorize the use in this state of a Fictitious Business Name in violation of the rights of another under Federal, State, or common law (See section 14411 et seq., Business and Professions Code)Publish: Mountain Views News bbox=[285, 1183, 536, 1312]
legal-notice bbox=[829, 883, 1079, 1039]
notice-heading: FILE NO. 2020-010533 STATEMENT OF ABANDONMENT OF USE OF FICTITIOUS BUSINESS NAME bbox=[14, 1554, 265, 1573]
footer-paper-name: Mountain Views News bbox=[14, 2555, 162, 2571]
notice-heading: FICTITIOUS BUSINESS NAME STATEMENT File No. 2020-001464 bbox=[285, 219, 517, 229]
page-number: 16 bbox=[14, 4, 56, 51]
issue-date: Saturday, February 8, 2020 bbox=[222, 60, 456, 80]
legal-notice bbox=[557, 811, 808, 967]
legal-notice bbox=[14, 93, 264, 120]
notice-publication-dates: Dates Pub: JAN. 18, 25, FEB. 01, 08, 2020 bbox=[285, 1465, 425, 1475]
notice-publication-dates: Dates Pub: JAN. 25, FEB. 01, 08, 15, 2020 bbox=[14, 2472, 153, 2482]
notice-heading: FICTITIOUS BUSINESS NAME STATEMENT File No. 2020-003024 bbox=[285, 1173, 517, 1183]
notice-publication-dates: Dates Pub: JAN. 18, 25, FEB. 01, 08, 2020 bbox=[829, 557, 968, 567]
notice-heading: FICTITIOUS BUSINESS NAME STATEMENT File No. 2020-007600 bbox=[14, 1245, 245, 1255]
notice-publication-dates: Dates Pub: JAN. 18, 25, FEB. 01, 08, 2020 bbox=[829, 402, 968, 412]
notice-body: The following person(s) is (are) doing business as: BIBCAL ACES TRUCKING, 23312 DOLORES ST #2, CARSON, CA 90745. Full name of registrant(s) is (are) BENITO PINLAC SONGCO, 23312 DOLORES ST #2, CARSON, CA 90745. This Business is conducted by: AN INDIVIDUAL. Signed: BENITO PINLAC SONGCO. This statement was filed with the County Clerk of Los Angeles County on 01/09/2020. The registrant(s) has (have) commenced to transact business under the fictitious business name or names listed above on 09/2011. NOTICE- This Fictitious Business Name Statement expires five years from the date it was filed in the office of the County Clerk. A new Fictitious Business Name Statement must be filed prior to that date. The filing of this statement does not of itself authorize the use in this state of a Fictitious Business Name in violation of the rights of another under Federal, State, or common law (See section 14411 et seq., Business and Professions Code)Publish: Mountain Views News bbox=[285, 1337, 536, 1466]
notice-heading: FICTITIOUS BUSINESS NAME STATEMENT File No. 2020-003315 bbox=[556, 337, 788, 347]
notice-publication-dates: Dates Pub: JAN. 25, FEB. 01, 08, 15, 2020 bbox=[285, 203, 425, 212]
notice-heading: FICTITIOUS BUSINESS NAME STATEMENT File No. 2020-004183 bbox=[829, 1537, 1061, 1546]
legal-notice bbox=[14, 1691, 264, 1800]
notice-publication-dates: Dates Pub: JAN. 18, 25, FEB. 01, 08, 2020 bbox=[829, 230, 968, 239]
notice-heading: FICTITIOUS BUSINESS NAME STATEMENT File No. 2020-003947 bbox=[285, 865, 517, 875]
notice-publication-dates: Dates Pub: JAN. 18, 25, FEB. 01, 08, 2020 bbox=[556, 1574, 697, 1583]
legal-notice bbox=[1101, 420, 1351, 493]
notice-heading: FICTITIOUS BUSINESS NAME STATEMENT File No. 2020-004629 bbox=[829, 574, 1061, 584]
notice-heading: FICTITIOUS BUSINESS NAME STATEMENT File No. 2020-003297 bbox=[556, 492, 788, 501]
notice-body: The following person(s) is (are) doing business as: BANGIN, BANGIN CLOTHING, BANGIN MEDIA, GHETTO AMERICA, 130 S MARKET STREET 105, INGLEWOOD, CA 90301. Full name of registrant(s) is (are) JADE WILLIAMS, 130 S MARKET STREET 105, INGLEWOOD, CA 90301. This Business is conducted by: AN INDIVIDUAL. Signed: JADE WILLIAMS. This statement was filed with the County Clerk of Los Angeles County on 01/03/2020. The registrant(s) has (have) commenced to transact business under the fictitious business name or names listed above on 01/2020. NOTICE- This Fictitious Business Name Statement expires five years from the date it was filed in the office of the County Clerk. A new Fictitious Business Name Statement must be filed prior to that date. The filing of this statement does not of itself authorize the use in this state of a Fictitious Business Name in violation of the rights of another under Federal, State, or common law (See section 14411 et seq., Business and Professions Code)Publish: Mountain Views News bbox=[285, 1019, 536, 1157]
legal-notice bbox=[557, 493, 808, 639]
notice-publication-dates: Dates Pub: JAN. 18, 25, FEB. 01, 08, 2020 bbox=[556, 1729, 697, 1738]
notice-publication-dates: Dates Pub: JAN. 18, 25, FEB. 01, 08, 2020 bbox=[556, 475, 697, 485]
notice-heading: FICTITIOUS BUSINESS NAME STATEMENT File No. 2020-003335 bbox=[829, 93, 1061, 102]
notice-publication-dates: Dates Pub: JAN. 25, FEB. 01, 08, 15, 2020 bbox=[14, 1383, 153, 1392]
legal-notice bbox=[557, 973, 808, 1120]
legal-notice bbox=[285, 2291, 535, 2447]
notice-body: The following person(s) is (are) doing business as: MARTHA TRANSPORTATION, 6665 E CLIFFSIDE DR APT #202, ANAHEIM, CA 92808. Full name of registrant(s) is (are) MARTHA L CRUZ, 6665 E CLIFFSIDE DR APT #202, ANAHEIM, CA 92808. This Business is conducted by: AN INDIVIDUAL. Signed: MARTHA L CRUZ. This statement was filed with the County Clerk of Los Angeles County on 01/06/2020. The registrant(s) has (have) commenced to transact business under the fictitious business name or names listed above on N/A. NOTICE- This Fictitious Business Name Statement expires five years from the date it was filed in the office of the County Clerk. A new Fictitious Business Name Statement must be filed prior to that date. The filing of this statement does not of itself authorize the use in this state of a Fictitious Business Name in violation of the rights of another under Federal, State, or common law (See section 14411 et seq., Business and Professions Code)Publish: Mountain Views News bbox=[829, 1056, 1080, 1193]
legal-notice bbox=[14, 1808, 264, 1964]
notice-publication-dates: Dates Pub: JAN. 18, 25, FEB. 01, 08, 2020 bbox=[1100, 402, 1240, 412]
legal-notice bbox=[1101, 247, 1351, 412]
legal-notice bbox=[285, 711, 535, 857]
notice-publication-dates: Dates Pub: JAN. 18, 25, FEB. 01, 08, 2020 bbox=[556, 2046, 697, 2055]
notice-body: The following person(s) is (are) doing business as: ORTIZ SERVICES, 5252 W 22ND ST # 2, SAN PEDRO, CA 90731. Full name of registrant(s) is (are) EDUARDO XCARA ORTIZ, 5252 W 22ND ST # 2, SAN PEDRO, CA 90731. This Business is conducted by: AN INDIVIDUAL. Signed: EDUARDO XCARA ORTIZ. This statement was filed with the County Clerk of Los Angeles County on 01/06/2020. The registrant(s) has (have) commenced to transact business under the fictitious business name or names listed above on N/A. NOTICE- This Fictitious Business Name Statement expires five years from the date it was filed in the office of the County Clerk. A new Fictitious Business Name Statement must be filed prior to that date. The filing of this statement does not of itself authorize the use in this state of a Fictitious Business Name in violation of the rights of another under Federal, State, or common law (See section 14411 et seq., Business and Professions Code)Publish: Mountain Views News bbox=[829, 2201, 1080, 2330]
notice-publication-dates: Dates Pub: JAN. 18, 25, FEB. 01, 08, 2020 bbox=[556, 956, 697, 966]
notice-body: The following person(s) is (are) doing business as: GLAMOUR DE ALL BEAUTY, 10416 GAYBROOK AVE, DOWNEY, CA 90241. Full name of registrant(s) is (are) NATALIA A. LOYA, 10416 GAYBROOK AVE, DOWNEY, CA 90241. This Business is conducted by: AN INDIVIDUAL. Signed: NATALIA A. LOYA. This statement was filed with the County Clerk of Los Angeles County on 01/08/2020. The registrant(s) has (have) commenced to transact business under the fictitious business name or names listed above on 12/2019. NOTICE- This Fictitious Business Name Statement expires five years from the date it was filed in the office of the County Clerk. A new Fictitious Business Name Statement must be filed prior to that date. The filing of this statement does not of itself authorize the use in this state of a Fictitious Business Name in violation of the rights of another under Federal, State, or common law (See section 14411 et seq., Business and Professions Code)Publish: Mountain Views News bbox=[556, 1446, 809, 1574]
notice-heading: FICTITIOUS BUSINESS NAME STATEMENT File No. 2020-008110 bbox=[14, 2490, 244, 2499]
notice-publication-dates: Dates Pub: JAN. 25, FEB. 01, 08, 15, 2020 bbox=[14, 111, 153, 120]
notice-body: The following person(s) is (are) doing business as: GENCO SIGN SERVICE, 8126 SAN JUAN AVE, SOUTH GATE, CA 90280. Full name of registrant(s) is (are) RYEERA MARTINEZ, 8126 SAN JUAN AVE, SOUTH GATE, CA 90280. This Business is conducted by: AN INDIVIDUAL. Signed: RYEERA MARTINEZ. This statement was filed with the County Clerk of Los Angeles County on 01/08/2020. The registrant(s) has (have) commenced to transact business under the fictitious business name or names listed above on N/A. NOTICE- This Fictitious Business Name Statement expires five years from the date it was filed in the office of the County Clerk. A new Fictitious Business Name Statement must be filed prior to that date. The filing of this statement does not of itself authorize the use in this state of a Fictitious Business Name in violation of the rights of another under Federal, State, or common law (See section 14411 et seq., Business and Professions Code)Publish: Mountain Views News bbox=[556, 1136, 809, 1265]
notice-heading: FICTITIOUS BUSINESS NAME STATEMENT File No. 2020-003380 bbox=[14, 610, 245, 620]
notice-publication-dates: Dates Pub: JAN. 18, 25, FEB. 01, 08, 2020 bbox=[556, 1111, 697, 1121]
legal-notice bbox=[14, 610, 264, 756]
legal-notice bbox=[285, 1020, 535, 1166]
legal-notice bbox=[14, 1246, 264, 1392]
notice-publication-dates: Dates Pub: JAN. 18, 25, FEB. 01, 08, 2020 bbox=[556, 166, 697, 175]
notice-heading: FICTITIOUS BUSINESS NAME STATEMENT File No. 2020-006594 bbox=[829, 1364, 1061, 1374]
notice-body: The following person(s) is (are) doing business as: BRISTOL PICTURES, 5900 S. VERMONT AVE, LOS ANGELES, CA 90044. Full name of registrant(s) is (are) AYRTON GONZALEZ PEREZ, 5900 S. VERMONT AVE, LOS ANGELES, CA 90044. This Business is conducted by: AN INDIVIDUAL. Signed: AYRTON GONZALEZ PEREZ. This statement was filed with the County Clerk of Los Angeles County on 01/08/2020. The registrant(s) has (have) commenced to transact business under the fictitious business name or names listed above on N/A. NOTICE- This Fictitious Business Name Statement expires five years from the date it was filed in the office of the County Clerk. A new Fictitious Business Name Statement must be filed prior to that date. The filing of this statement does not of itself authorize the use in this state of a Fictitious Business Name in violation of the rights of another under Federal, State, or common law (See section 14411 et seq., Business and Professions Code)Publish: Mountain Views News bbox=[285, 1828, 536, 1956]
notice-heading: FICTITIOUS BUSINESS NAME STATEMENT File No. 2020-000050 bbox=[1100, 420, 1332, 429]
page-footer bbox=[0, 2550, 1365, 2576]
legal-notice bbox=[829, 2346, 1079, 2502]
notice-heading: FICTITIOUS BUSINESS NAME STATEMENT File No. 2020-003324 bbox=[829, 1210, 1061, 1220]
notice-heading: FICTITIOUS BUSINESS NAME STATEMENT File No. 2020-006689 bbox=[829, 2028, 1061, 2038]
notice-publication-dates: Dates Pub: JAN. 18, 25, FEB. 01, 08, 2020 bbox=[556, 793, 697, 803]
notice-body: The following person(s) is (are) doing business as: MAKEITCOCO7020, 11212 ATLANTIC AVE 1, LYNWOOD, CA 90262. Full name of registrant(s) is (are) ANTHONY CORONA LEE, 11212 ATLANTIC AVE 1, LYNWOOD, CA 90262. This Business is conducted by: AN INDIVIDUAL. Signed: ANTHONY CORONA LEE. This statement was filed with the County Clerk of Los Angeles County on 01/06/2020. The registrant(s) has (have) commenced to transact business under the fictitious business name or names listed above on 01/2020. NOTICE- This Fictitious Business Name Statement expires five years from the date it was filed in the office of the County Clerk. A new Fictitious Business Name Statement must be filed prior to that date. The filing of this statement does not of itself authorize the use in this state of a Fictitious Business Name in violation of the rights of another under Federal, State, or common law (See section 14411 et seq., Business and Professions Code)Publish: Mountain Views News bbox=[829, 738, 1080, 867]
notice-heading: FICTITIOUS BUSINESS NAME STATEMENT File No. 2020-004595 bbox=[556, 183, 788, 193]
notice-body: The following person(s) is (are) doing business as: FOR THE HAUL OF IT, 8726 BECKENHAM LANE UNIT 1, SOUTH GATE, CA 90280. Full name of registrant(s) is (are) FRANCIS FONTE, 519 W 54TH ST, LOS ANGELES, CA 90037; MARCO DORTCH JR, 519 W 54TH ST, LOS ANGELES, CA 90037. This Business is conducted by: A GENERAL PARTNERSHIP. Signed: FRANCIS FONTE. This statement was filed with the County Clerk of Los Angeles County on 01/09/2020. The registrant(s) has (have) commenced to transact business under the fictitious business name or names listed above on 01/2020. NOTICE- This Fictitious Business Name Statement expires five years from the date it was filed in the office of the County Clerk. A new Fictitious Business Name Statement must be filed prior to that date. The filing of this statement does not of itself authorize the use in this state of a Fictitious Business Name in violation of the rights of another under Federal, State, or common law (See section 14411 et seq., Business and Professions Code)Publish: Mountain Views News bbox=[556, 818, 809, 957]
notice-publication-dates: Dates Pub: JAN. 18, 25, FEB. 01, 08, 2020 bbox=[285, 1157, 425, 1166]
notice-heading: FICTITIOUS BUSINESS NAME STATEMENT File No. 2020-006389 bbox=[556, 973, 788, 983]
notice-publication-dates: Dates Pub: JAN. 18, 25, FEB. 01, 08, 2020 bbox=[285, 2274, 425, 2283]
notice-publication-dates: Dates Pub: JAN. 18, 25, FEB. 01, 08, 2020 bbox=[556, 1883, 697, 1892]
notice-publication-dates: Dates Pub: JAN. 25, FEB. 01, 08, 15, 2020 bbox=[14, 266, 153, 275]
notice-heading: FICTITIOUS BUSINESS NAME STATEMENT File No. 2020-016590 bbox=[14, 1091, 245, 1100]
notice-publication-dates: Dates Pub: JAN. 18, 25, FEB. 01, 08, 2020 bbox=[285, 1956, 425, 1965]
legal-notice bbox=[285, 1328, 535, 1475]
notice-body: The following person(s) is (are) doing business as: PRINELIFE PROPERTY MANAGEMENT, 9935 N 11TH AVENUE, FRESNO, CA 93720. Full name of registrant(s) is (are) PRINELIFE PROPERTIES, LLC, 9935 N. 11TH AVENUE, FRESNO, CA 93720. This Business is conducted by: A LIMITED LIABILITY COMPANY. Signed: KATRINA PRINELIFE, MANAGING MEMBER. This statement was filed with the County Clerk of Los Angeles County on 01/03/2020. The registrant(s) has (have) commenced to transact business under the fictitious business name or names listed above on N/A. NOTICE- This Fictitious Business Name Statement expires five years from the date it was filed in the office of the County Clerk. A new Fictitious Business Name Statement must be filed prior to that date. The filing of this statement does not of itself authorize the use in this state of a Fictitious Business Name in violation of the rights of another under Federal, State, or common law (See section 14411 et seq., Business and Professions Code)Publish: Mountain Views News bbox=[1100, 93, 1351, 231]
notice-publication-dates: Dates Pub: JAN. 18, 25, FEB. 01, 08, 2020 bbox=[285, 1801, 425, 1811]
notice-body: The following person(s) is (are) doing business as: DEMORE SKATE COMPANY, 11020 IMPERIAL HWY SUITE 4, SANTA FE SPRINGS, CA 90670. Full name of registrant(s) is (are) DEMORE SKATE COMPANY, 11020 IMPERIAL HWY SUITE 4, SANTA FE SPRINGS, CA 90670. This Business is conducted by: A CORPORATION. Signed: DEMORE SKATE COMPANY. This statement was filed with the County Clerk of Los Angeles County on 01/08/2020. The registrant(s) has (have) commenced to transact business under the fictitious business name or names listed above on N/A. NOTICE- This Fictitious Business Name Statement expires five years from the date it was filed in the office of the County Clerk. A new Fictitious Business Name Statement must be filed prior to that date. The filing of this statement does not of itself authorize the use in this state of a Fictitious Business Name in violation of the rights of another under Federal, State, or common law (See section 14411 et seq., Business and Professions Code)Publish: Mountain Views News bbox=[285, 93, 809, 2528]
notice-body: The following person(s) is (are) doing business as: PUPUSERIA EL CORAZAL, 12455 N AVALON BLVD, WILMINGTON, CA 90744. Full name of registrant(s) is (are) DAVID ARMANDO ORELLANA, 1245 N AVALON BLVD, WILMINGTON, CA 90744; ANA RUTH CERRA GALDAMEZ, 1245 N AVALON BLVD, WILMINGTON, CA 90744. This Business is conducted by: A GENERAL PARTNERSHIP. Signed: ANA RUTH CERRA GALDAMEZ. This statement was filed with the County Clerk of Los Angeles County on 01/03/2020. The registrant(s) has (have) commenced to transact business under the fictitious business name or names listed above on N/A. NOTICE- This Fictitious Business Name Statement expires five years from the date it was filed in the office of the County Clerk. A new Fictitious Business Name Statement must be filed prior to that date. The filing of this statement does not of itself authorize the use in this state of a Fictitious Business Name in violation of the rights of another under Federal, State, or common law (See section 14411 et seq., Business and Professions Code)Publish: Mountain Views News bbox=[1100, 256, 1351, 403]
notice-body: The following person(s) ERIC AMADOR IBARRA, 8328 SAN CARLOS AVE, SOUTH GATE, CA 90280, have/has abandoned the use of the fictitious business name: EVENT SUPPORT, 8328 SAN CARLOS AVE, SOUTH GATE, CA 90280. The fictitious business name referred to above was filed on 07/12/2018, in the county of Los Angeles. The original file number of 2018172418. The business was conducted by: AN INDIVIDUAL. This statement was filed with the County Clerk of Los Angeles on 01/14/2020. I declare that all information in this statement is true and correct. (A registrant who declares as true information which he or she knows to be false is guilty of a crime.) ERIC AMADOR IBARRA OWNER Publish: Mountain Views News bbox=[14, 1573, 265, 1673]
notice-body: The following person(s) is (are) doing business as: DAMARIS ALARCON, 2312 CESAR CHAVEZ AVENUE, LOS ANGELES, CA 90033. Full name of registrant(s) is (are) DAMARIS ALARCON, 2312 CESAR CHAVEZ AVENUE, LOS ANGELES, CA 90033. This Business is conducted by: AN INDIVIDUAL. Signed: DAMARIS ALARCON. This statement was filed with the County Clerk of Los Angeles County on 01/03/2020. The registrant(s) has (have) commenced to transact business under the fictitious business name or names listed above on 01/2020. NOTICE- This Fictitious Business Name Statement expires five years from the date it was filed in the office of the County Clerk. A new Fictitious Business Name Statement must be filed prior to that date. The filing of this statement does not of itself authorize the use in this state of a Fictitious Business Name in violation of the rights of another under Federal, State, or common law (See section 14411 et seq., Business and Professions Code)Publish: Mountain Views News bbox=[829, 1220, 1080, 1348]
notice-body: The following person(s) is (are) doing business as: OMI EXCELLENT PAINT, 819 BUTLER AVE, LYNWOOD, CA 90262. Full name of registrant(s) is (are) PORFIRIO OMAR RAMIREZ RAMOS, 2820 BUTLER AVE, LYNWOOD, CA 90262. This Business is conducted by: AN INDIVIDUAL. Signed: PORFIRIO OMAR RAMIREZ RAMOS. This statement was filed with the County Clerk of Los Angeles County on 01/09/2020. The registrant(s) has (have) commenced to transact business under the fictitious business name or names listed above on N/A. NOTICE- This Fictitious Business Name Statement expires five years from the date it was filed in the office of the County Clerk. A new Fictitious Business Name Statement must be filed prior to that date. The filing of this statement does not of itself authorize the use in this state of a Fictitious Business Name in violation of the rights of another under Federal, State, or common law (See section 14411 et seq., Business and Professions Code)Publish: Mountain Views News bbox=[829, 2037, 1080, 2175]
notice-body: The following person(s) is (are) doing business as: NANDO'S PIZZERIA, 219 W GREENHILL, COVINA, CA 91722. Full name of registrant(s) is (are) MONICA LESLY VALLE, 219 W. GREENHILL, COVINA, CA 91722. This Business is conducted by: AN INDIVIDUAL. Signed: MONICA LESLY VALLE. This statement was filed with the County Clerk of Los Angeles County on 01/07/2020. The registrant(s) has (have) commenced to transact business under the fictitious business name or names listed above on 02/2015. NOTICE- This Fictitious Business Name Statement expires five years from the date it was filed in the office of the County Clerk. A new Fictitious Business Name Statement must be filed prior to that date. The filing of this statement does not of itself authorize the use in this state of a Fictitious Business Name in violation of the rights of another under Federal, State, or common law (See section 14411 et seq., Business and Professions Code)Publish: Mountain Views News bbox=[829, 1883, 1080, 2012]
legal-notice bbox=[829, 93, 1079, 239]
notice-body: The following person(s) is (are) doing business as: PALM HILLS THE LABEL, 1571 W SAN BERNARDINO RD UNIT 308, WEST COVINA, CA 91790. Full name of registrant(s) is (are) RAFAEL ALEXANDER CARRILLO, 1571 W SAN BERNARDINO RD UNIT 308, WEST COVINA, CA 91790. This Business is conducted by: AN INDIVIDUAL. Signed: RAFAEL ALEXANDER CARRILLO. This statement was filed with the County Clerk of Los Angeles County on 01/03/2020. The registrant(s) has (have) commenced to transact business under the fictitious business name or names listed above on 10/2019. NOTICE- This Fictitious Business Name Statement expires five years from the date it was filed in the office of the County Clerk. A new Fictitious Business Name Statement must be filed prior to that date. The filing of this statement does not of itself authorize the use in this state of a Fictitious Business Name in violation of the rights of another under Federal, State, or common law (See section 14411 et seq., Business and Professions Code)Publish: Mountain Views News bbox=[829, 2355, 1080, 2493]
legal-notice bbox=[557, 1128, 808, 1274]
notice-publication-dates: Dates Pub: JAN. 18, 25, FEB. 01, 08, 2020 bbox=[1100, 230, 1240, 239]
notice-body: The following person(s) is (are) doing business as: LOS ANGELES METAL FINISHING, 1000 PETROLIA AVE, COMPTON, CA 90221. Full name of registrant(s) is (are) ALFONSO RODRIGUEZ BARAJAS, 7302 S. MOTZ ST, PARAMOUNT, CA 90723; LUIS RODRIGUEZ BARAJAS, 7302 S. MOTZ ST, PARAMOUNT, CA 90723. This Business is conducted by: A GENERAL PARTNERSHIP. Signed: ALFONSO RODRIGUEZ BARAJAS. This statement was filed with the County Clerk of Los Angeles County on 01/06/2020. The registrant(s) has (have) commenced to transact business under the fictitious business name or names listed above on N/A. NOTICE- This Fictitious Business Name Statement expires five years from the date it was filed in the office of the County Clerk. A new Fictitious Business Name Statement must be filed prior to that date. The filing of this statement does not of itself authorize the use in this state of a Fictitious Business Name in violation of the rights of another under Federal, State, or common law (See section 14411 et seq., Business and Professions Code)Publish: Mountain Views News bbox=[829, 256, 1080, 403]
legal-notice bbox=[285, 865, 535, 1011]
notice-body: The following person(s) is (are) doing business as: WKHS BUNDLES LASH & WIGS, 13928 FIREFLY CT, CARSON, CA 90745. Full name of registrant(s) is (are) MARQUITA MONIQUE HILL, 13928 FIREFLY CT, CARSON, CA 90745. This Business is conducted by: AN INDIVIDUAL. Signed: MARQUITA MONIQUE HILL. This statement was filed with the County Clerk of Los Angeles County on 01/10/2020. The registrant(s) has (have) commenced to transact business under the fictitious business name or names listed above on N/A. NOTICE- This Fictitious Business Name Statement expires five years from the date it was filed in the office of the County Clerk. A new Fictitious Business Name Statement must be filed prior to that date. The filing of this statement does not of itself authorize the use in this state of a Fictitious Business Name in violation of the rights of another under Federal, State, or common law (See section 14411 et seq., Business and Professions Code)Publish: Mountain Views News bbox=[14, 1255, 265, 1383]
notice-body: The following person(s) is (are) doing business as: JJ BISTRO WORKS, 15412 ANTHONY ROAD, GALLUP, CA 91390. Full name of registrant(s) is (are) JUAN JOSE IBARRA FUENTES, 15412 ANTHONY ROAD, GALLUP, CA 91390. Full name of registrant(s) is (are) ROSA RODRIGUEZ, 15412 ANTHONY ROAD, GALLUP, CA 91390. This Business is conducted by: GENERAL PARTNERSHIP. Signed: JUAN JOSE IBARRA FUENTES, PARTNER. This statement was filed with the County Clerk of Los Angeles County on 01/13/2020. The registrant(s) has (have) commenced to transact business under the fictitious business name or names listed above on 01/2014. NOTICE- This Fictitious Business Name Statement expires five years from the date it was filed in the office of the County Clerk. A new Fictitious Business Name Statement must be filed prior to that date. The filing of this statement does not of itself authorize the use in this state of a Fictitious Business Name in violation of the rights of another under Federal, State, or common law (See section 14411 et seq., Business and Professions Code)Publish: Mountain Views News bbox=[14, 2326, 265, 2473]
legal-notice bbox=[14, 1554, 264, 1682]
legal-notice bbox=[829, 1538, 1079, 1694]
legal-notice bbox=[557, 1591, 808, 1737]
notice-heading: FICTITIOUS BUSINESS NAME STATEMENT File No. 2020-005177 bbox=[829, 247, 1061, 257]
notice-body: The following person(s) is (are) doing business as: MB TRAVEL & ASSOCIATES, 11527 FRONT ST, NORWALK, CA 90650. Full name of registrant(s) is (are) MARIA FELIX RUIZ, 11932 LONGWORTH AVE, NORWALK, CA 90650; JORGE ARTURO BELTRAN MONCADO, 11932 LONGWORTH AVE, NORWALK, CA 90650. This Business is conducted by: A GENERAL PARTNERSHIP. Signed: MARIA FELIX RUIZ. This statement was filed with the County Clerk of Los Angeles County on 01/02/2020. The registrant(s) has (have) commenced to transact business under the fictitious business name or names listed above on 01/2020. NOTICE- This Fictitious Business Name Statement expires five years from the date it was filed in the office of the County Clerk. A new Fictitious Business Name Statement must be filed prior to that date. The filing of this statement does not of itself authorize the use in this state of a Fictitious Business Name in violation of the rights of another under Federal, State, or common law (See section 14411 et seq., Business and Professions Code)Publish: Mountain Views News bbox=[829, 1374, 1080, 1521]
footer-website: Website: www.mtnviewsnews.com bbox=[1132, 2555, 1362, 2571]
legal-notice bbox=[829, 247, 1079, 412]
notice-heading: FICTITIOUS BUSINESS NAME STATEMENT File No. 2020-002381 bbox=[285, 711, 517, 719]
notice-heading: FICTITIOUS BUSINESS NAME STATEMENT File No. 2020-002995 bbox=[829, 728, 1061, 738]
notice-heading: FICTITIOUS BUSINESS NAME STATEMENT File No. 2020-004698 bbox=[556, 810, 788, 819]
legal-notice bbox=[14, 2136, 264, 2310]
legal-notice bbox=[829, 1211, 1079, 1357]
paper-name: Mountain Views News bbox=[14, 60, 206, 80]
notice-body: The following person(s) is (are) doing business as: SOUND DESIGN, 8739 LAKEWOOD ST, LAKEWOOD, CA 90715. Full name of registrant(s) is (are) DEVYN CHRISTOPHER COLLADO NICOL, 6812 GEORGETOWN ST, LAKEWOOD, CA 90715. This Business is conducted by: AN INDIVIDUAL. Signed: DEVYN CHRISTOPHER COLLADO NICOL, OWNER. This statement was filed with the County Clerk of Los Angeles County on 01/17/2020. The registrant(s) has (have) commenced to transact business under the fictitious business name or names listed above on N/A. NOTICE- This Fictitious Business Name Statement expires five years from the date it was filed in the office of the County Clerk. A new Fictitious Business Name Statement must be filed prior to that date. The filing of this statement does not of itself authorize the use in this state of a Fictitious Business Name in violation of the rights of another under Federal, State, or common law (See section 14411 et seq., Business and Professions Code)Publish: Mountain Views News bbox=[285, 393, 536, 530]
